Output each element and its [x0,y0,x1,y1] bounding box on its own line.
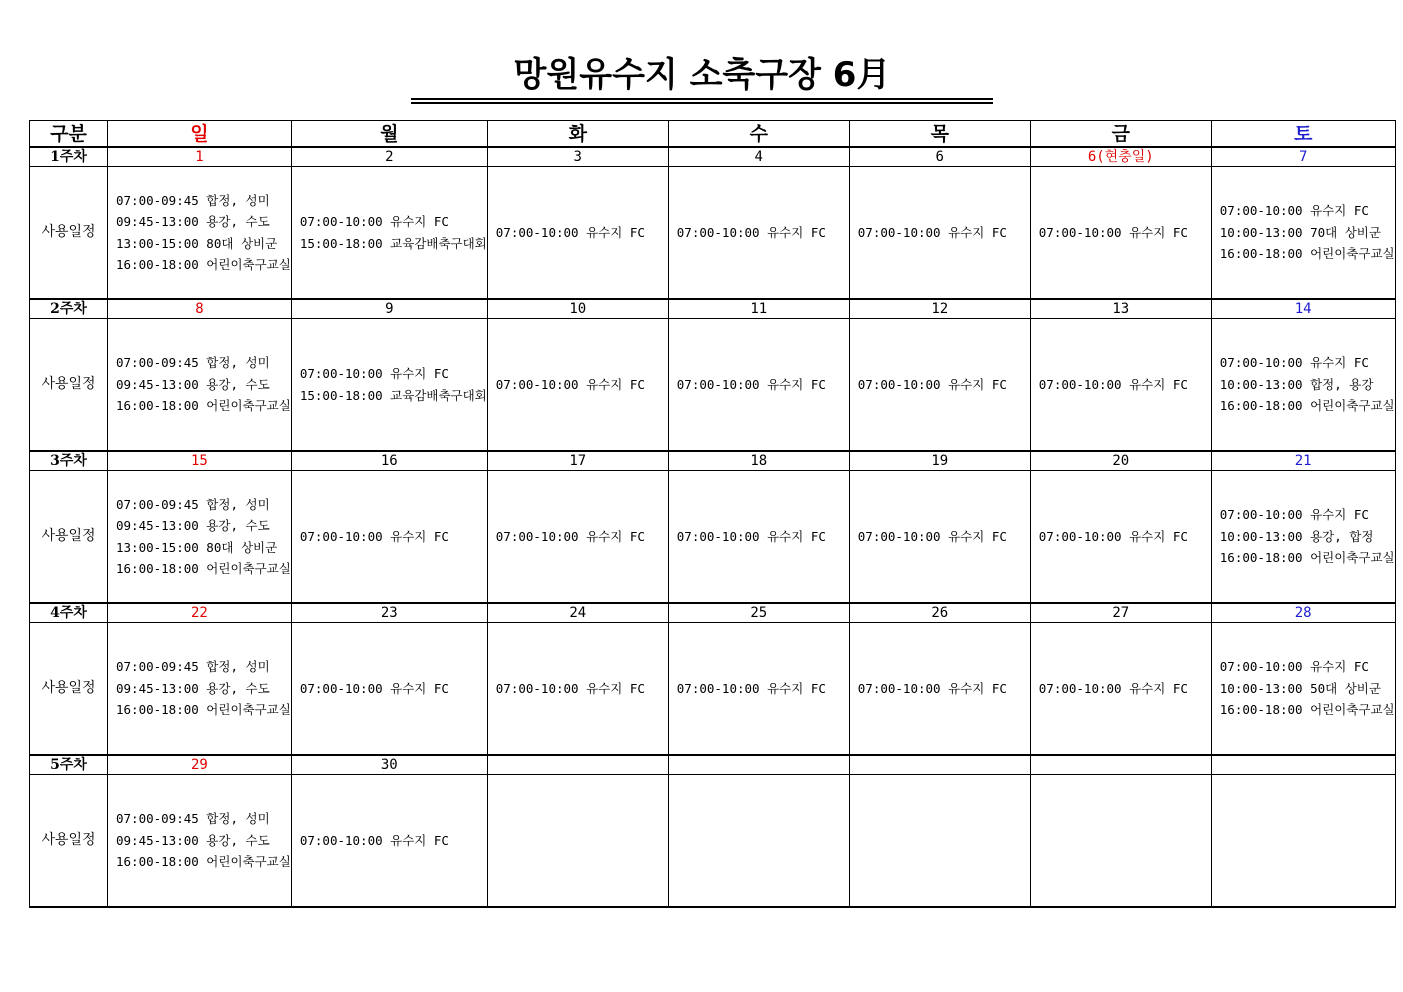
date-cell: 4 [668,147,849,167]
schedule-table [29,120,1396,908]
schedule-cell [849,775,1030,908]
date-cell: 27 [1030,603,1211,623]
date-cell: 26 [849,603,1030,623]
date-cell: 23 [291,603,487,623]
schedule-cell [1030,319,1211,452]
schedule-entry: 16:00-18:00 어린이축구교실 [116,257,291,272]
schedule-entry: 07:00-10:00 유수지 FC [495,376,645,392]
week-row [30,755,1396,775]
schedule-entry: 07:00-10:00 유수지 FC [857,224,1007,240]
schedule-entry: 09:45-13:00 용강, 수도 [116,832,270,848]
schedule-cell [487,319,668,452]
schedule-cell [1211,623,1395,756]
header-day-friday: 금 [1030,121,1211,148]
schedule-cell [108,775,292,908]
date-cell: 8 [108,299,292,319]
schedule-entry: 07:00-10:00 유수지 FC [299,528,449,544]
schedule-entry: 07:00-10:00 유수지 FC [495,528,645,544]
date-cell: 15 [108,451,292,471]
schedule-entry: 07:00-10:00 유수지 FC [1038,376,1188,392]
week-label: 2주차 [30,299,108,319]
schedule-entry: 07:00-10:00 유수지 FC [299,214,449,229]
date-cell: 21 [1211,451,1395,471]
schedule-cell [291,319,487,452]
schedule-entry: 07:00-10:00 유수지 FC [1038,528,1188,544]
schedule-cell [849,471,1030,604]
schedule-entry: 10:00-13:00 50대 상비군 [1219,680,1381,696]
schedule-entry: 07:00-09:45 합정, 성미 [116,659,270,675]
schedule-cell [668,319,849,452]
schedule-entry: 09:45-13:00 용강, 수도 [116,518,270,533]
schedule-entry: 07:00-09:45 합정, 성미 [116,192,270,208]
schedule-entry: 07:00-10:00 유수지 FC [1038,680,1188,696]
schedule-entry: 07:00-09:45 합정, 성미 [116,496,270,512]
row-label: 사용일정 [30,471,108,604]
date-cell: 14 [1211,299,1395,319]
date-cell: 6(현충일) [1030,147,1211,167]
schedule-cell [1030,775,1211,908]
schedule-cell [1211,319,1395,452]
schedule-entry: 16:00-18:00 어린이축구교실 [116,854,291,870]
schedule-entry: 07:00-10:00 유수지 FC [676,224,826,240]
schedule-entry: 07:00-10:00 유수지 FC [299,366,449,381]
week-label: 3주차 [30,451,108,471]
schedule-row [30,471,1396,604]
schedule-cell [849,623,1030,756]
header-day-saturday: 토 [1211,121,1395,148]
date-cell [1030,755,1211,775]
week-row [30,451,1396,471]
schedule-row [30,319,1396,452]
schedule-entry: 07:00-10:00 유수지 FC [676,680,826,696]
schedule-entry: 15:00-18:00 교육감배축구대회 [299,235,487,251]
date-cell: 7 [1211,147,1395,167]
schedule-cell [291,623,487,756]
schedule-entry: 07:00-10:00 유수지 FC [1219,659,1369,675]
schedule-entry: 07:00-10:00 유수지 FC [495,680,645,696]
schedule-entry: 07:00-10:00 유수지 FC [857,680,1007,696]
schedule-entry: 07:00-10:00 유수지 FC [1219,203,1369,219]
header-day-thursday: 목 [849,121,1030,148]
date-cell: 9 [291,299,487,319]
schedule-cell [668,623,849,756]
schedule-cell [668,775,849,908]
title-underline [411,102,993,104]
header-day-monday: 월 [291,121,487,148]
date-cell: 1 [108,147,292,167]
row-label: 사용일정 [30,167,108,300]
schedule-entry: 15:00-18:00 교육감배축구대회 [299,387,487,403]
schedule-cell [108,167,292,300]
schedule-entry: 07:00-09:45 합정, 성미 [116,355,270,371]
date-cell: 19 [849,451,1030,471]
schedule-entry: 07:00-10:00 유수지 FC [1219,507,1369,523]
schedule-entry: 07:00-09:45 합정, 성미 [116,811,270,827]
date-cell: 17 [487,451,668,471]
schedule-cell [1211,167,1395,300]
date-cell: 18 [668,451,849,471]
date-cell: 3 [487,147,668,167]
schedule-cell [849,319,1030,452]
schedule-row [30,775,1396,908]
schedule-cell [1211,471,1395,604]
schedule-cell [108,319,292,452]
schedule-cell [668,167,849,300]
schedule-cell [291,775,487,908]
title-underline [411,98,993,100]
schedule-entry: 13:00-15:00 80대 상비군 [116,539,278,555]
schedule-cell [108,623,292,756]
row-label: 사용일정 [30,623,108,756]
week-label: 5주차 [30,755,108,775]
schedule-entry: 07:00-10:00 유수지 FC [1219,355,1369,371]
date-cell: 29 [108,755,292,775]
date-cell: 10 [487,299,668,319]
schedule-cell [668,471,849,604]
date-cell: 16 [291,451,487,471]
date-cell [849,755,1030,775]
date-cell: 6 [849,147,1030,167]
date-cell: 30 [291,755,487,775]
schedule-row [30,167,1396,300]
schedule-entry: 07:00-10:00 유수지 FC [495,224,645,240]
header-day-sunday: 일 [108,121,292,148]
date-cell: 28 [1211,603,1395,623]
schedule-cell [487,775,668,908]
date-cell: 2 [291,147,487,167]
row-label: 사용일정 [30,775,108,908]
schedule-entry: 09:45-13:00 용강, 수도 [116,680,270,696]
schedule-entry: 07:00-10:00 유수지 FC [299,832,449,848]
schedule-cell [487,623,668,756]
schedule-entry: 07:00-10:00 유수지 FC [299,680,449,696]
schedule-entry: 10:00-13:00 합정, 용강 [1219,376,1374,392]
row-label: 사용일정 [30,319,108,452]
schedule-entry: 16:00-18:00 어린이축구교실 [116,398,291,414]
schedule-entry: 16:00-18:00 어린이축구교실 [116,561,291,576]
schedule-cell [291,471,487,604]
schedule-entry: 16:00-18:00 어린이축구교실 [116,702,291,718]
schedule-entry: 07:00-10:00 유수지 FC [676,376,826,392]
schedule-entry: 09:45-13:00 용강, 수도 [116,214,270,229]
schedule-entry: 09:45-13:00 용강, 수도 [116,376,270,392]
date-cell [668,755,849,775]
schedule-cell [108,471,292,604]
date-cell: 11 [668,299,849,319]
schedule-entry: 10:00-13:00 70대 상비군 [1219,224,1381,240]
date-cell: 20 [1030,451,1211,471]
week-row [30,147,1396,167]
date-cell: 25 [668,603,849,623]
page-title: 망원유수지 소축구장 6月 [513,55,891,95]
date-cell [487,755,668,775]
schedule-entry: 16:00-18:00 어린이축구교실 [1219,702,1395,718]
schedule-entry: 07:00-10:00 유수지 FC [857,376,1007,392]
header-label: 구분 [30,121,108,148]
schedule-cell [849,167,1030,300]
schedule-cell [1030,623,1211,756]
date-cell: 24 [487,603,668,623]
schedule-entry: 13:00-15:00 80대 상비군 [116,235,278,251]
schedule-row [30,623,1396,756]
schedule-cell [1211,775,1395,908]
schedule-cell [291,167,487,300]
week-row [30,299,1396,319]
week-label: 4주차 [30,603,108,623]
header-day-wednesday: 수 [668,121,849,148]
schedule-entry: 16:00-18:00 어린이축구교실 [1219,398,1395,414]
week-label: 1주차 [30,147,108,167]
date-cell [1211,755,1395,775]
schedule-entry: 07:00-10:00 유수지 FC [857,528,1007,544]
schedule-entry: 10:00-13:00 용강, 합정 [1219,528,1374,544]
date-cell: 12 [849,299,1030,319]
schedule-entry: 07:00-10:00 유수지 FC [1038,224,1188,240]
schedule-cell [1030,167,1211,300]
week-row [30,603,1396,623]
date-cell: 13 [1030,299,1211,319]
schedule-entry: 16:00-18:00 어린이축구교실 [1219,246,1395,262]
schedule-entry: 07:00-10:00 유수지 FC [676,528,826,544]
schedule-cell [1030,471,1211,604]
date-cell: 22 [108,603,292,623]
schedule-entry: 16:00-18:00 어린이축구교실 [1219,550,1395,566]
schedule-cell [487,471,668,604]
schedule-cell [487,167,668,300]
header-day-tuesday: 화 [487,121,668,148]
